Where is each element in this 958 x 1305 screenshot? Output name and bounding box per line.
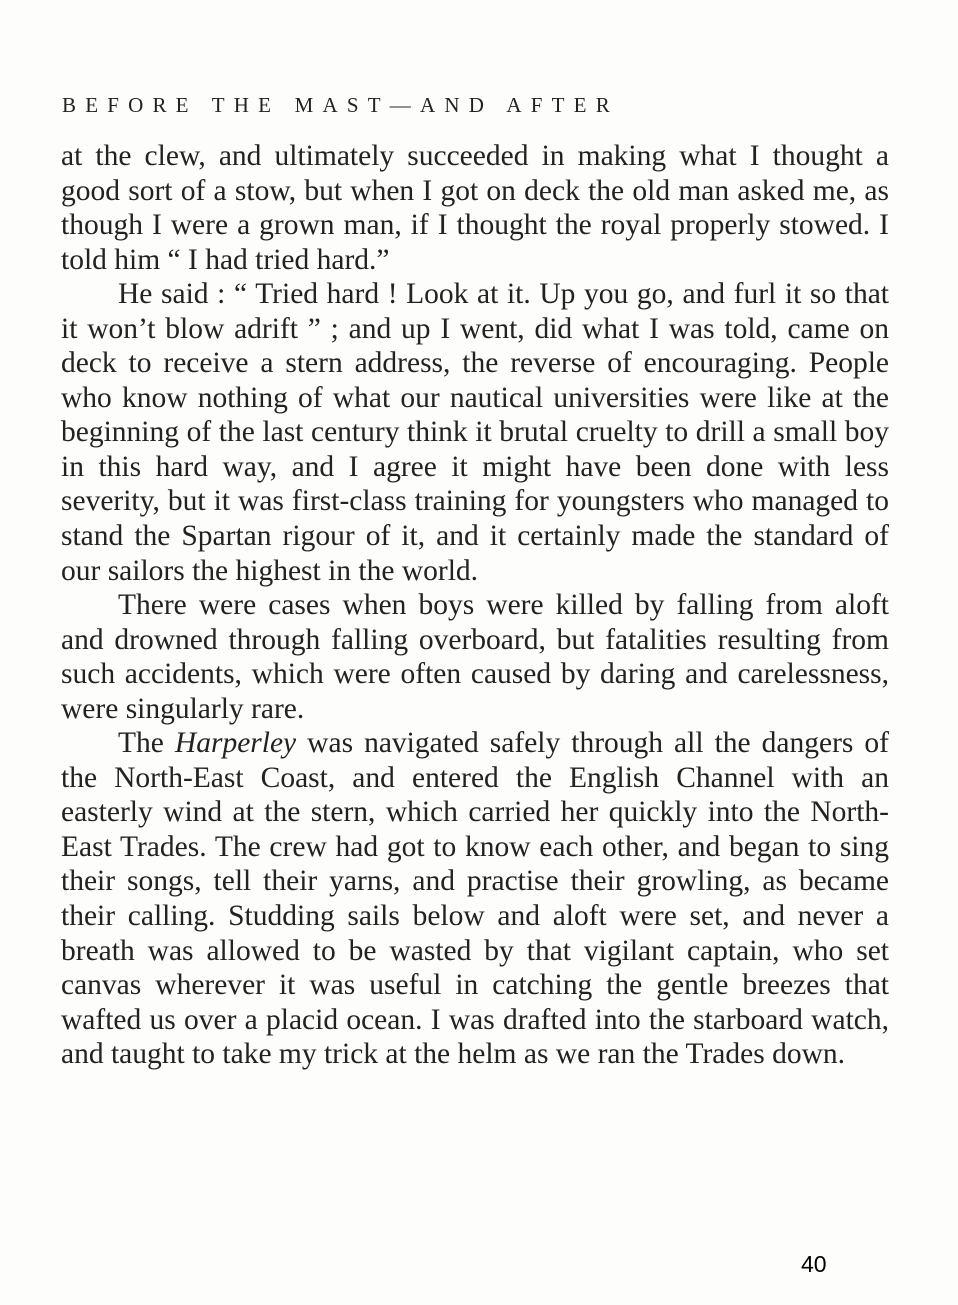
- ship-name: Harperley: [174, 727, 297, 760]
- paragraph-2: He said : “ Tried hard ! Look at it. Up you go, and furl it so that it won’t blow adrift ” ; and up I went, did what I was told, came on deck to receive a stern address, the reverse of encouraging. People who know nothing of what our nautical universities were like at the beginning of the last century think it brutal cruelty to drill a small boy in this hard way, and I agree it might have been done with less severity, but it was first-class training for youngsters who managed to stand the Spartan rigour of it, and it certainly made the standard of our sailors the highest in the world.: [61, 278, 889, 587]
- running-head: BEFORE THE MAST—AND AFTER: [62, 93, 619, 117]
- body-text: [61, 139, 889, 1072]
- page-number: 40: [801, 1251, 827, 1277]
- paragraph-1: at the clew, and ultimately succeeded in making what I thought a good sort of a stow, but when I got on deck the old man asked me, as though I were a grown man, if I thought the royal properly stowed. I told him “ I had tried hard.”: [61, 140, 889, 276]
- paragraph-4: [61, 726, 889, 1071]
- paragraph-4-rest: was navigated safely through all the dangers of the North-East Coast, and entered the English Channel with an easterly wind at the stern, which carried her quickly into the North-East Trades. The crew had got to know each other, and began to sing their songs, tell their yarns, and practise their growling, as became their calling. Studding sails below and aloft were set, and never a breath was allowed to be wasted by that vigilant captain, who set canvas wherever it was useful in catching the gentle breezes that wafted us over a placid ocean. I was drafted into the starboard watch, and taught to take my trick at the helm as we ran the Trades down.: [61, 727, 889, 1071]
- paragraph-4-start: The: [118, 727, 175, 760]
- paragraph-3: There were cases when boys were killed by falling from aloft and drowned through falling overboard, but fatalities resulting from such accidents, which were often caused by daring and carelessness, were singularly rare.: [61, 589, 889, 725]
